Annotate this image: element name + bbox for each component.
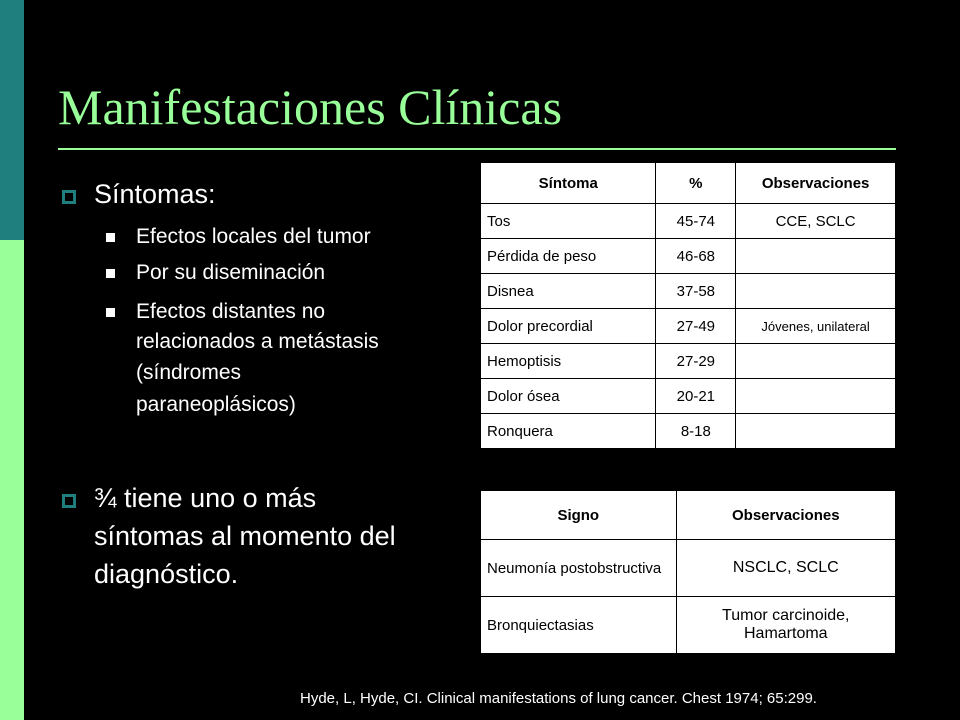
title-underline	[58, 148, 896, 150]
table-cell	[736, 344, 896, 379]
table-cell: Dolor ósea	[481, 379, 656, 414]
bullet-square-icon	[106, 308, 115, 317]
table-cell: Bronquiectasias	[481, 597, 677, 654]
subbullet-text: Por su diseminación	[136, 261, 326, 284]
table-cell: Tos	[481, 204, 656, 239]
table-cell: CCE, SCLC	[736, 204, 896, 239]
table-cell: 45-74	[656, 204, 736, 239]
table-cell: 27-49	[656, 309, 736, 344]
table-cell	[736, 379, 896, 414]
table-row	[481, 344, 896, 379]
header-cell: Observaciones	[676, 491, 895, 540]
signs-table	[480, 490, 896, 654]
bullet-text: Síntomas:	[94, 179, 216, 209]
table-cell: 27-29	[656, 344, 736, 379]
table-cell: 20-21	[656, 379, 736, 414]
bullet-text: ¾ tiene uno o más	[94, 483, 317, 513]
table-cell: Jóvenes, unilateral	[736, 309, 896, 344]
table-row	[481, 239, 896, 274]
bullet-square-icon	[62, 494, 76, 508]
slide-title: Manifestaciones Clínicas	[58, 79, 563, 135]
table-row	[481, 379, 896, 414]
subbullet-text: relacionados a metástasis	[136, 330, 379, 353]
subbullet-text: paraneoplásicos)	[136, 393, 296, 416]
header-cell: Síntoma	[481, 163, 656, 204]
table-cell: Ronquera	[481, 414, 656, 449]
table-cell	[736, 274, 896, 309]
header-cell: Observaciones	[736, 163, 896, 204]
table-cell	[736, 414, 896, 449]
table-row	[481, 309, 896, 344]
table-row	[481, 597, 896, 654]
table-cell: 37-58	[656, 274, 736, 309]
table-row	[481, 204, 896, 239]
accent-bar-top	[0, 0, 24, 240]
header-cell: Signo	[481, 491, 677, 540]
table-row	[481, 274, 896, 309]
bullet-square-icon	[106, 269, 115, 278]
table-header-row	[481, 163, 896, 204]
table-cell: Tumor carcinoide, Hamartoma	[676, 597, 895, 654]
subbullet-text: Efectos distantes no	[136, 300, 326, 323]
table-cell: Hemoptisis	[481, 344, 656, 379]
table-cell: Disnea	[481, 274, 656, 309]
symptoms-table	[480, 162, 896, 449]
table-cell: Dolor precordial	[481, 309, 656, 344]
table-cell: Neumonía postobstructiva	[481, 540, 677, 597]
citation: Hyde, L, Hyde, CI. Clinical manifestations of lung cancer. Chest 1974; 65:299.	[300, 690, 817, 707]
table-header-row	[481, 491, 896, 540]
accent-bar-bottom	[0, 240, 24, 720]
subbullet-text: Efectos locales del tumor	[136, 225, 371, 248]
bullet-square-icon	[62, 190, 76, 204]
table-cell: Pérdida de peso	[481, 239, 656, 274]
bullet-text: síntomas al momento del	[94, 521, 396, 551]
table-cell: 46-68	[656, 239, 736, 274]
table-cell	[736, 239, 896, 274]
table-cell: NSCLC, SCLC	[676, 540, 895, 597]
header-cell: %	[656, 163, 736, 204]
table-row	[481, 540, 896, 597]
table-cell: 8-18	[656, 414, 736, 449]
bullet-square-icon	[106, 233, 115, 242]
bullet-text: diagnóstico.	[94, 559, 239, 589]
table-row	[481, 414, 896, 449]
subbullet-text: (síndromes	[136, 361, 242, 384]
